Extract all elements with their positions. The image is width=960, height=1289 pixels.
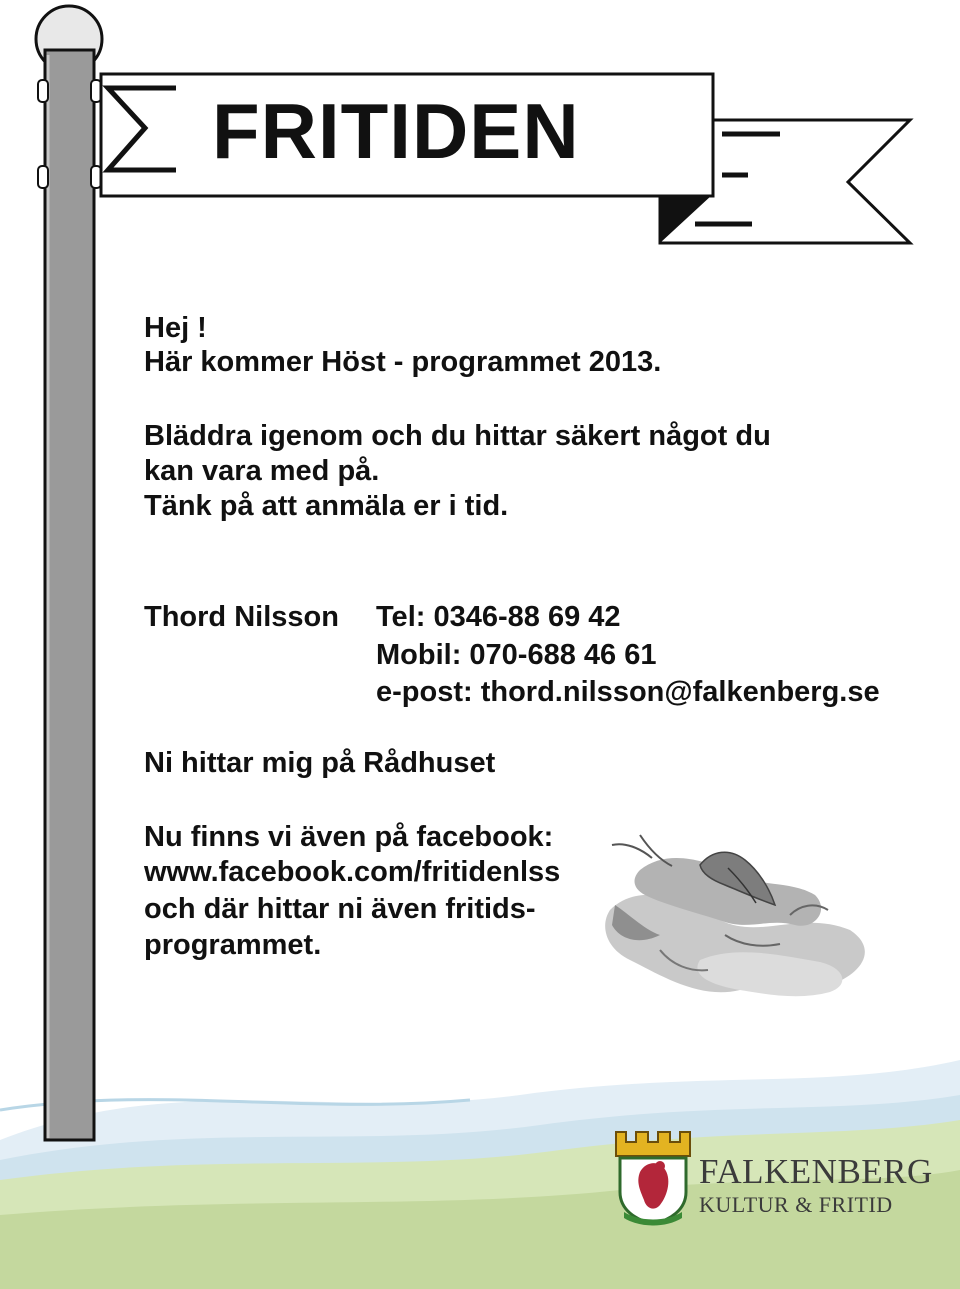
brand-name: FALKENBERG — [699, 1152, 933, 1191]
brand-subtitle: KULTUR & FRITID — [699, 1192, 893, 1217]
falkenberg-crest-icon — [616, 1132, 690, 1226]
intro-line-1: Bläddra igenom och du hittar säkert något du — [144, 420, 771, 452]
greeting-line: Hej ! — [144, 312, 207, 344]
location-text: Ni hittar mig på Rådhuset — [144, 747, 496, 779]
facebook-line-4: programmet. — [144, 929, 322, 961]
banner-title: FRITIDEN — [212, 87, 580, 175]
intro-line-3: Tänk på att anmäla er i tid. — [144, 490, 509, 522]
contact-mobile: Mobil: 070-688 46 61 — [376, 639, 657, 671]
contact-tel: Tel: 0346-88 69 42 — [376, 601, 621, 633]
facebook-line-3: och där hittar ni även fritids- — [144, 893, 536, 925]
contact-email[interactable]: e-post: thord.nilsson@falkenberg.se — [376, 676, 880, 708]
fishing-illustration — [605, 835, 865, 996]
facebook-url[interactable]: www.facebook.com/fritidenlss — [144, 856, 561, 888]
program-announcement: Här kommer Höst - programmet 2013. — [144, 346, 662, 378]
contact-name: Thord Nilsson — [144, 601, 339, 633]
flag-pole — [36, 6, 102, 1140]
intro-line-2: kan vara med på. — [144, 455, 380, 487]
facebook-line-1: Nu finns vi även på facebook: — [144, 821, 554, 853]
